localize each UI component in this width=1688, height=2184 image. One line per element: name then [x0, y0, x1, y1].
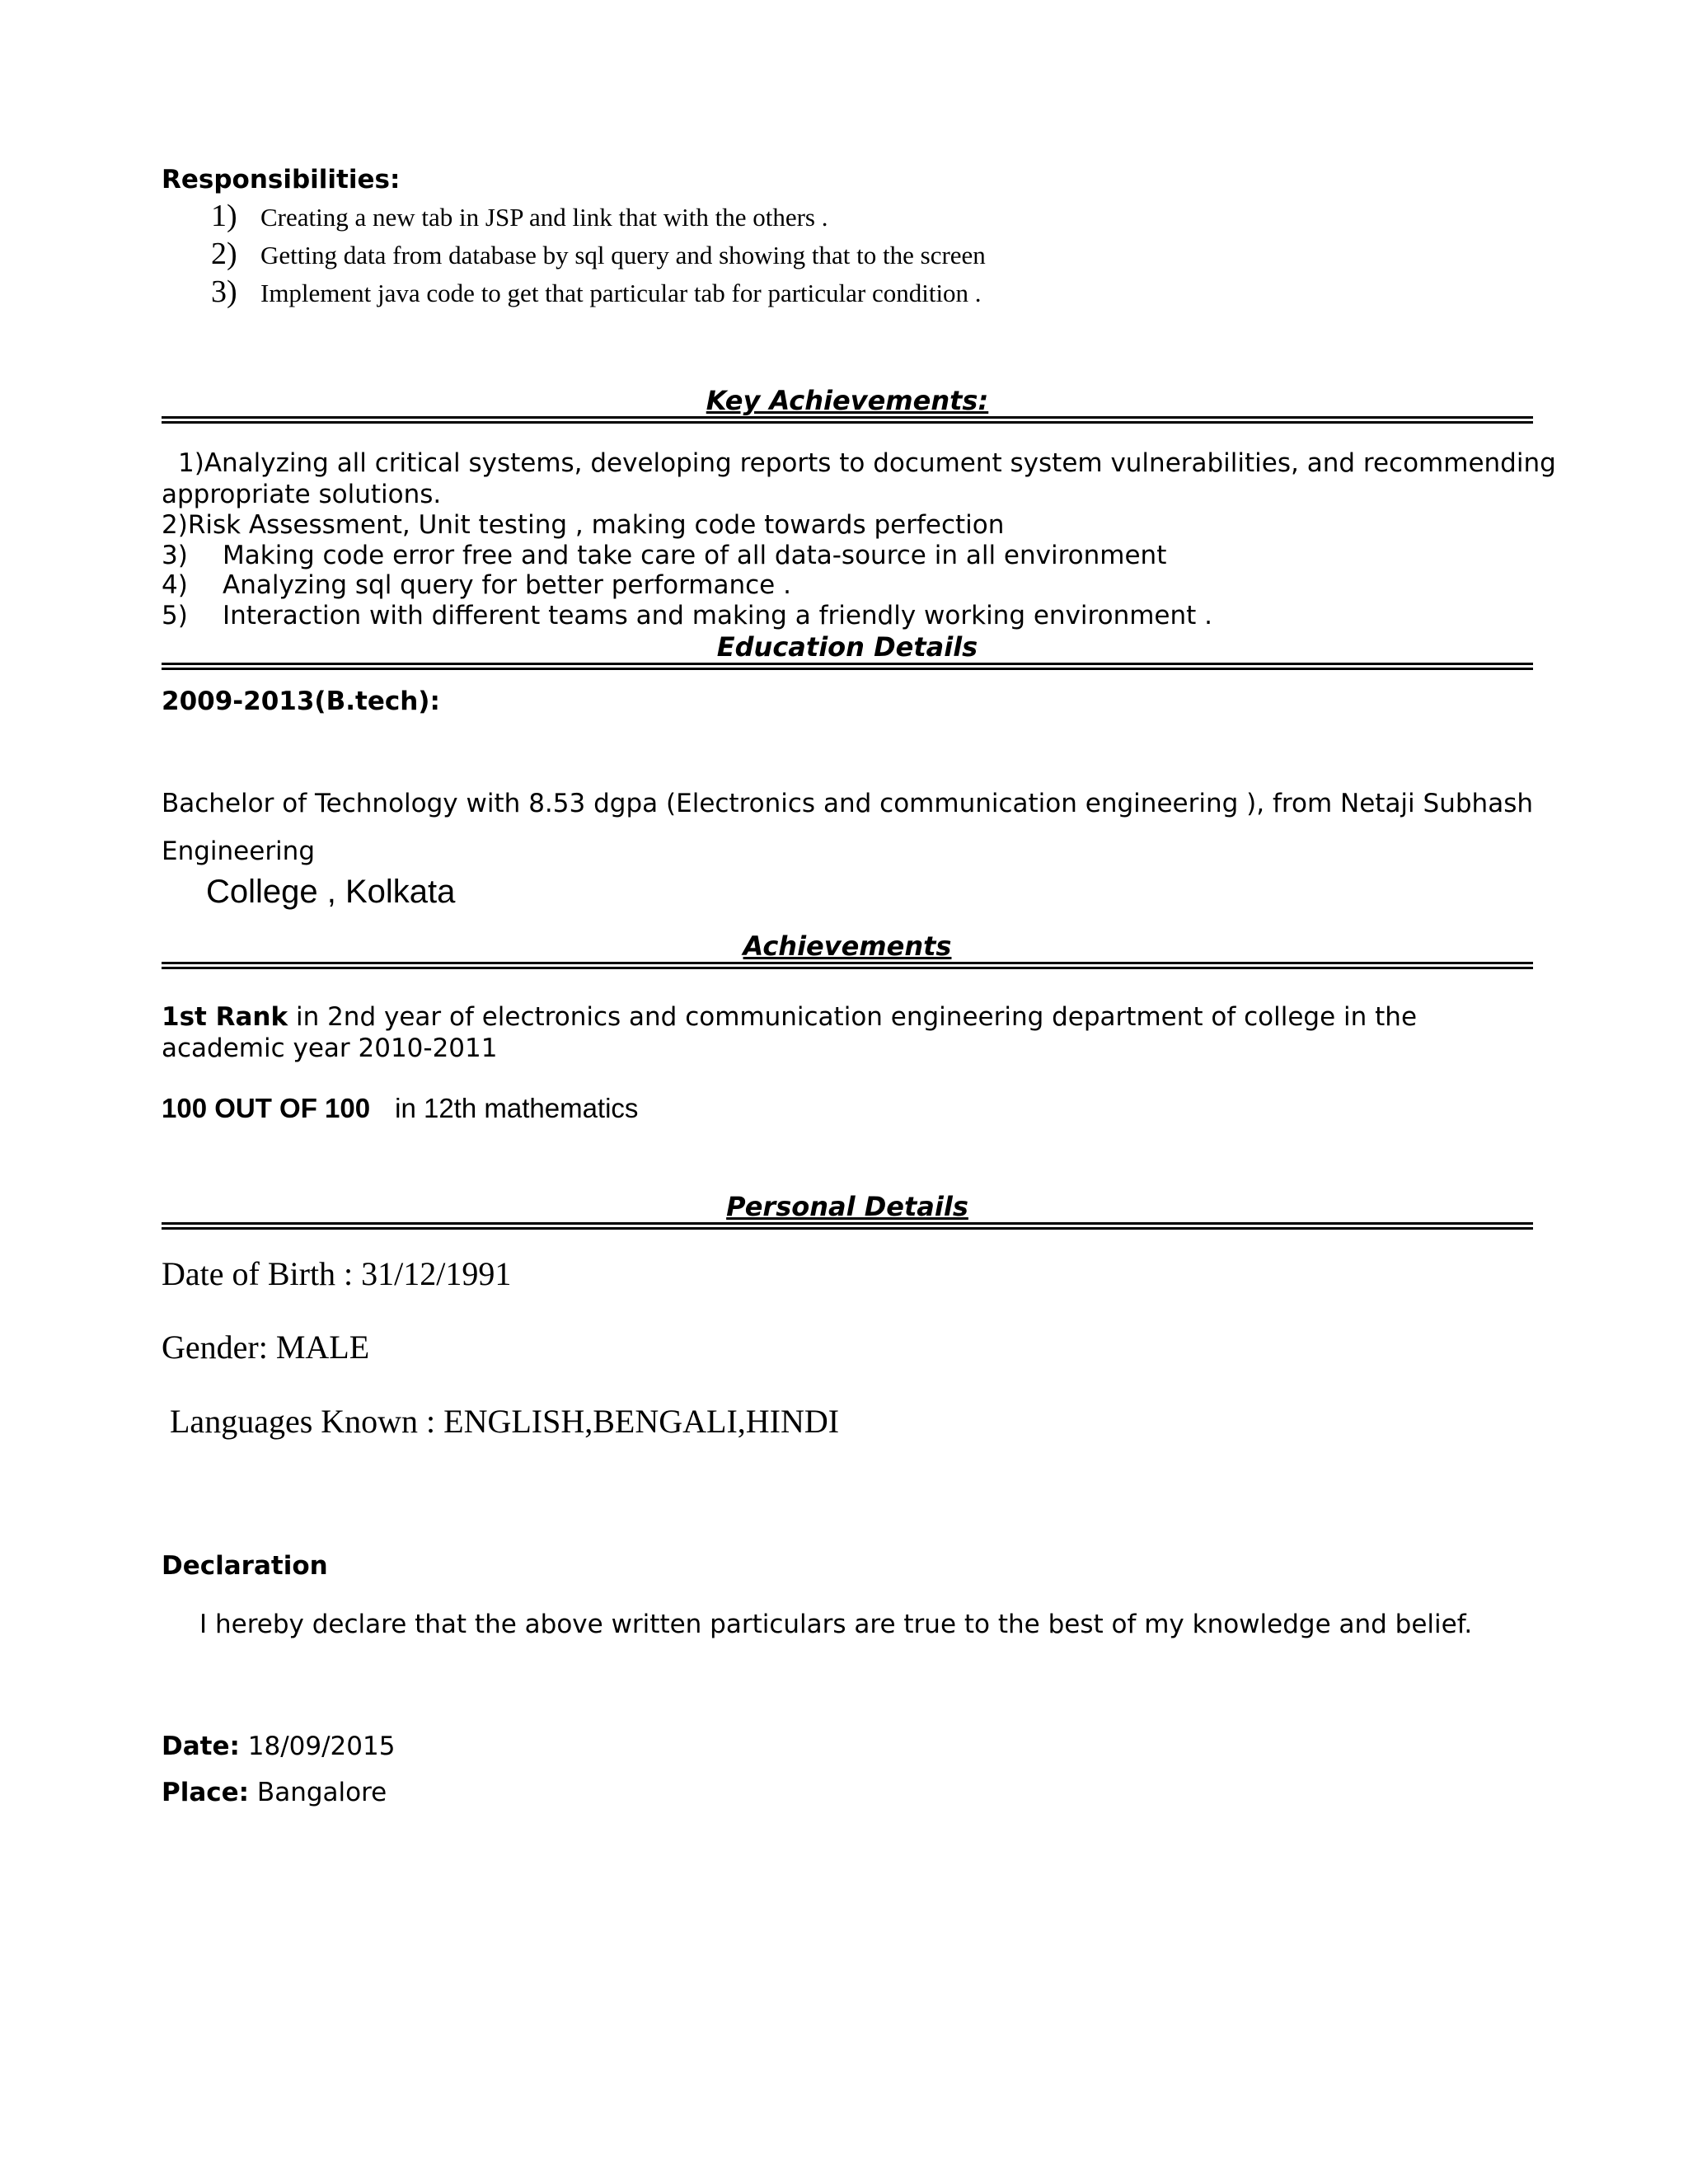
key-achievement-number: 4) — [162, 570, 188, 600]
key-achievement-number: 5) — [162, 601, 188, 630]
responsibility-item — [211, 236, 986, 272]
achievement-mathematics — [162, 1093, 638, 1124]
key-achievement-number: 3) — [162, 541, 188, 570]
section-divider — [162, 663, 1533, 670]
key-achievements-heading: Key Achievements: — [706, 385, 989, 416]
section-divider — [162, 416, 1533, 424]
responsibility-number: 2) — [211, 237, 237, 271]
section-divider — [162, 1222, 1533, 1230]
achievement-rank-bold: 1st Rank — [162, 1002, 288, 1032]
date-value: 18/09/2015 — [239, 1732, 396, 1761]
date-of-birth: Date of Birth : 31/12/1991 — [162, 1255, 512, 1292]
date-label: Date: — [162, 1732, 240, 1761]
responsibility-text: Creating a new tab in JSP and link that with the others . — [260, 203, 828, 232]
achievement-math-text: in 12th mathematics — [395, 1093, 639, 1123]
key-achievement-text: Making code error free and take care of all data-source in all environment — [223, 541, 1167, 570]
section-divider — [162, 962, 1533, 969]
education-heading: Education Details — [716, 631, 978, 663]
key-achievement-item: 1)Analyzing all critical systems, developing reports to document system vulnerabilities, and recommending — [178, 448, 1556, 478]
achievement-math-bold: 100 OUT OF 100 — [162, 1093, 371, 1123]
languages-known: Languages Known : ENGLISH,BENGALI,HINDI — [170, 1403, 840, 1440]
key-achievement-text: Analyzing sql query for better performance . — [223, 570, 791, 600]
responsibility-number: 1) — [211, 199, 237, 233]
education-description-continuation: College , Kolkata — [206, 874, 456, 910]
achievement-rank-text: in 2nd year of electronics and communication engineering department of college in the academic year 2010-2011 — [162, 1002, 1418, 1063]
key-achievement-item — [162, 601, 1533, 630]
declaration-text: I hereby declare that the above written particulars are true to the best of my knowledge and belief. — [199, 1610, 1473, 1639]
declaration-heading: Declaration — [162, 1551, 328, 1581]
responsibility-item — [211, 274, 982, 310]
education-description: Bachelor of Technology with 8.53 dgpa (Electronics and communication engineering ), from Netaji Subhash Engineering — [162, 789, 1533, 866]
place-value: Bangalore — [249, 1778, 387, 1807]
key-achievement-item: 2)Risk Assessment, Unit testing , making code towards perfection — [162, 510, 1005, 540]
gender: Gender: MALE — [162, 1329, 370, 1366]
responsibility-text: Getting data from database by sql query and showing that to the screen — [260, 241, 986, 269]
key-achievement-text: Interaction with different teams and making a friendly working environment . — [223, 601, 1212, 630]
responsibility-text: Implement java code to get that particular tab for particular condition . — [260, 279, 982, 307]
key-achievement-item — [162, 541, 1533, 570]
responsibility-number: 3) — [211, 274, 237, 309]
responsibility-item — [211, 198, 828, 234]
signature-date — [162, 1732, 395, 1761]
achievements-heading: Achievements — [743, 930, 952, 962]
key-achievement-item-continuation: appropriate solutions. — [162, 480, 442, 509]
education-period: 2009-2013(B.tech): — [162, 687, 440, 716]
place-label: Place: — [162, 1778, 250, 1807]
key-achievement-item — [162, 570, 1533, 600]
signature-place — [162, 1778, 387, 1807]
achievement-rank — [162, 1001, 1533, 1064]
personal-details-heading: Personal Details — [726, 1191, 968, 1222]
responsibilities-heading: Responsibilities: — [162, 165, 401, 194]
